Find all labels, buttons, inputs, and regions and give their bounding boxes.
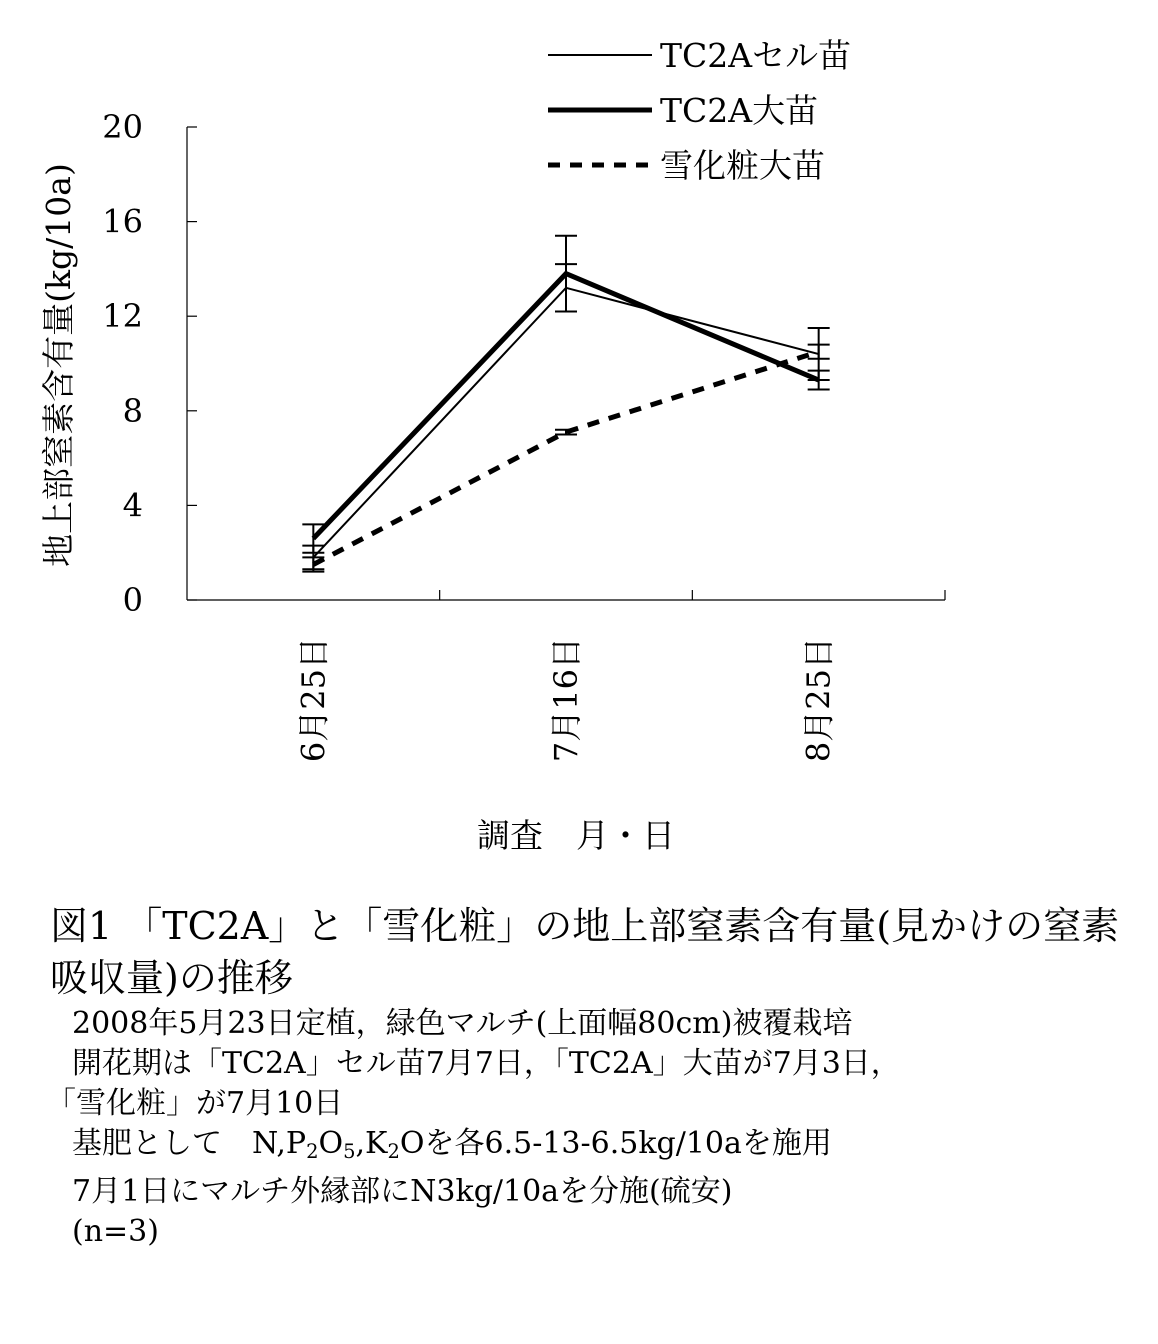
x-axis-label: 調査 月・日 — [477, 816, 675, 855]
y-tick-label: 12 — [102, 297, 143, 336]
y-tick-label: 4 — [122, 486, 143, 525]
caption-line: 「雪化粧」が7月10日 — [46, 1086, 344, 1121]
caption-title: 図1 「TC2A」と「雪化粧」の地上部窒素含有量(見かけの窒素吸収量)の推移 — [50, 904, 1120, 1000]
y-tick-label: 0 — [122, 581, 143, 619]
y-tick-label: 16 — [102, 202, 143, 241]
x-axis-ticks — [294, 590, 945, 762]
x-tick-label: 6月25日 — [294, 637, 333, 763]
legend-label: TC2Aセル苗 — [660, 36, 852, 75]
y-tick-label: 20 — [102, 108, 143, 146]
fertilizer-text: O — [318, 1126, 344, 1161]
caption-line: 2008年5月23日定植，緑色マルチ(上面幅80cm)被覆栽培 — [72, 1006, 853, 1041]
y-axis-label: 地上部窒素含有量(kg/10a) — [39, 163, 78, 567]
fertilizer-text: Oを各6.5-13-6.5kg/10aを施用 — [399, 1126, 832, 1161]
caption-line: 7月1日にマルチ外縁部にN3kg/10aを分施(硫安) — [72, 1173, 733, 1209]
legend-label: 雪化粧大苗 — [660, 146, 825, 185]
figure-caption — [0, 900, 1150, 1252]
caption-line: (n=3) — [72, 1213, 159, 1249]
y-tick-label: 8 — [122, 391, 143, 430]
caption-line-fertilizer — [0, 1124, 1150, 1172]
chart-axes — [187, 127, 945, 600]
y-axis-ticks — [102, 108, 197, 619]
subscript: 2 — [387, 1139, 400, 1163]
plot-area — [302, 236, 829, 572]
legend-label: TC2A大苗 — [660, 91, 819, 130]
subscript: 5 — [343, 1139, 356, 1163]
legend — [548, 36, 851, 185]
series-line — [313, 288, 818, 558]
subscript: 2 — [306, 1139, 319, 1163]
series-line — [313, 274, 818, 539]
x-tick-label: 8月25日 — [799, 637, 838, 763]
fertilizer-text: 基肥として N,P — [72, 1126, 307, 1161]
x-tick-label: 7月16日 — [547, 637, 585, 763]
fertilizer-text: ,K — [355, 1126, 388, 1161]
caption-line: 開花期は「TC2A」セル苗7月7日，「TC2A」大苗が7月3日， — [72, 1046, 901, 1081]
